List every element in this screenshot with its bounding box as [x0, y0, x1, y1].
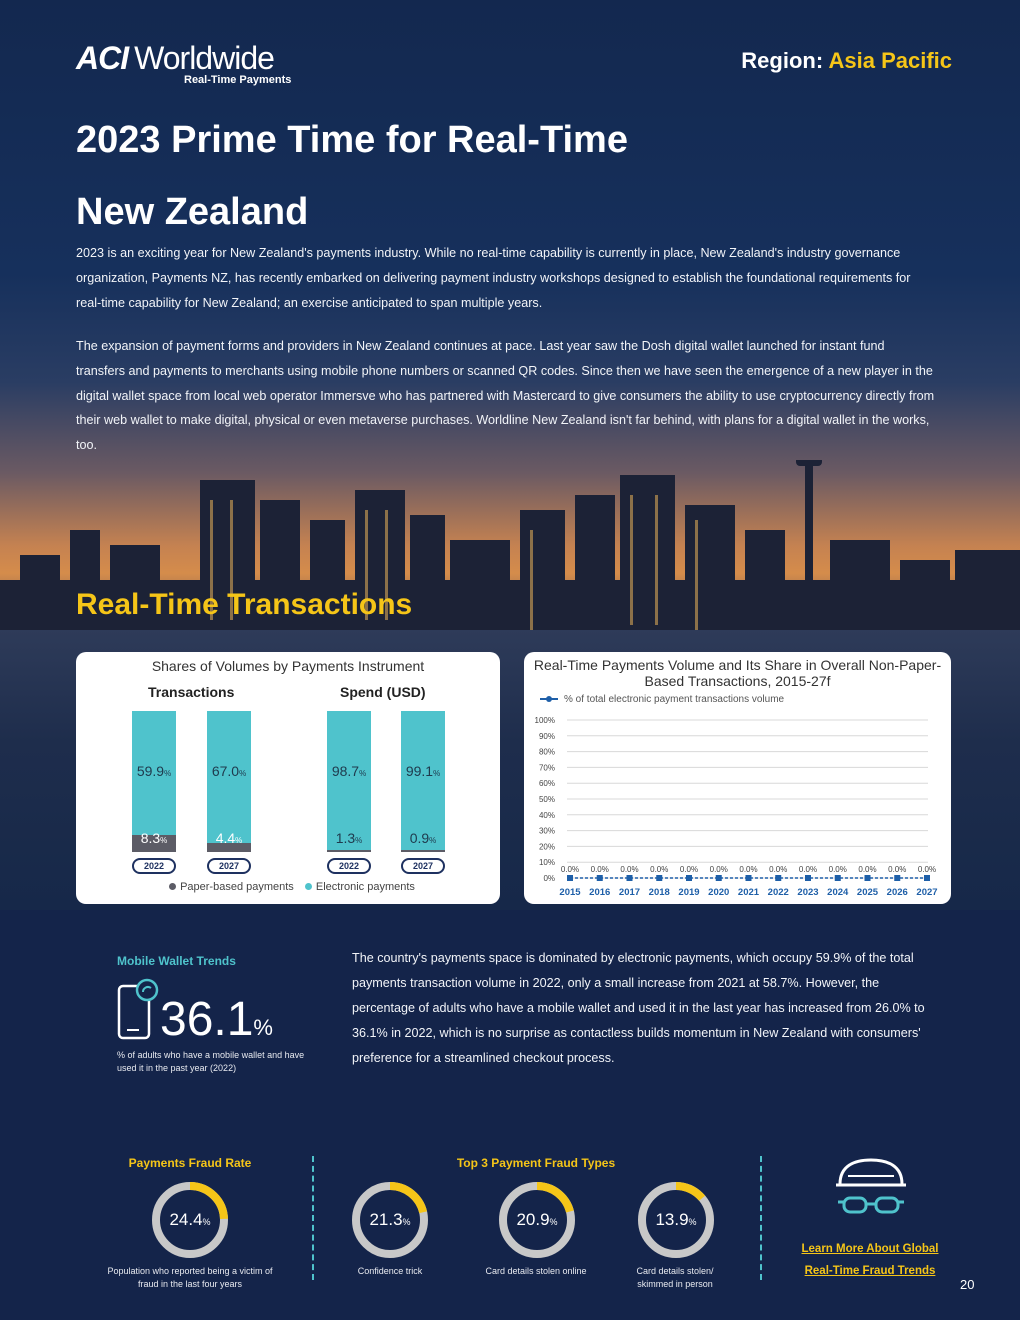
x-tick-2022: 2022: [767, 887, 789, 898]
label-paper-1: 4.4%: [215, 830, 243, 846]
y-tick-6: 60%: [538, 779, 555, 789]
mobile-wallet-unit: %: [253, 1015, 273, 1040]
point-2020: [716, 875, 722, 881]
learn-more-link[interactable]: [790, 1238, 950, 1282]
label-paper-2: 1.3%: [335, 830, 363, 846]
point-2015: [567, 875, 573, 881]
page-subtitle: New Zealand: [76, 191, 309, 233]
legend-paper: Paper-based payments: [180, 881, 294, 893]
legend-electronic: Electronic payments: [315, 881, 415, 893]
logo-aci: ACI: [76, 40, 129, 76]
x-tick-2021: 2021: [737, 887, 760, 898]
point-2018: [656, 875, 662, 881]
point-2016: [597, 875, 603, 881]
y-tick-3: 30%: [538, 826, 555, 836]
value-label-2025: 0.0%: [858, 865, 877, 874]
realtime-chart-card: [524, 652, 951, 904]
point-2027: [924, 875, 930, 881]
region-label: [741, 48, 952, 74]
value-label-2019: 0.0%: [679, 865, 699, 874]
realtime-legend: [540, 694, 784, 705]
realtime-legend-label: % of total electronic payment transactions volume: [564, 694, 785, 705]
y-tick-8: 80%: [538, 747, 555, 757]
year-label-0: 2022: [132, 858, 176, 874]
label-paper-3: 0.9%: [409, 830, 437, 846]
point-2025: [865, 875, 871, 881]
y-tick-7: 70%: [538, 763, 555, 773]
value-label-2017: 0.0%: [620, 865, 639, 874]
x-tick-2019: 2019: [678, 887, 700, 898]
mobile-phone-icon: [117, 976, 161, 1040]
value-label-2024: 0.0%: [828, 865, 847, 874]
bar-paper-2: [327, 850, 371, 852]
group-label-spend: Spend (USD): [340, 684, 426, 700]
point-2023: [805, 875, 811, 881]
donut-label-2: 20.9%: [516, 1210, 558, 1229]
x-tick-2024: 2024: [827, 887, 849, 898]
legend-dot-electronic: [305, 883, 312, 890]
value-label-2021: 0.0%: [739, 865, 758, 874]
legend-dot-paper: [169, 883, 176, 890]
bar-paper-3: [401, 850, 445, 852]
intro-paragraph-2: The expansion of payment forms and providers in New Zealand continues at pace. Last year saw the Dosh digital wallet launched for instant fund transfers and payments to merchants using mobile phone numbers or scanned QR codes. Since then we have seen the emergence of a new player in the digital wallet space from local web operator Immersve who has partnered with Mastercard to give consumers the ability to use cryptocurrency directly from their web wallet to make digital, physical or even metaverse purchases. Worldline New Zealand isn't far behind, with plans for a digital wallet in the works, too.: [76, 339, 935, 453]
y-tick-10: 100%: [534, 716, 555, 725]
logo-worldwide: Worldwide: [134, 40, 274, 76]
realtime-line-chart: [524, 652, 951, 904]
region-value: Asia Pacific: [828, 48, 952, 73]
point-2019: [686, 875, 692, 881]
learn-more-line2[interactable]: Real-Time Fraud Trends: [804, 1265, 936, 1277]
realtime-chart-title: Real-Time Payments Volume and Its Share in Overall Non-Paper-Based Transactions, 2015-27f: [533, 657, 942, 689]
fraud-caption-2: Confidence trick: [357, 1266, 423, 1276]
donut-label-3: 13.9%: [655, 1210, 697, 1229]
y-tick-4: 40%: [538, 810, 555, 820]
fraud-caption-4: Card details stolen/ skimmed in person: [636, 1266, 714, 1289]
fraud-rate-title: Payments Fraud Rate: [128, 1156, 252, 1170]
x-tick-2018: 2018: [648, 887, 670, 898]
y-tick-0: 0%: [543, 874, 555, 883]
fraud-caption-1: Population who reported being a victim of fraud in the last four years: [107, 1266, 273, 1289]
x-tick-2020: 2020: [708, 887, 730, 898]
divider-1: [312, 1156, 314, 1280]
point-2024: [835, 875, 841, 881]
x-tick-2016: 2016: [589, 887, 611, 898]
page-number: 20: [960, 1277, 975, 1292]
y-tick-2: 20%: [538, 842, 555, 852]
mobile-wallet-value: [160, 992, 273, 1056]
shares-chart-title: Shares of Volumes by Payments Instrument: [151, 658, 425, 674]
value-label-2023: 0.0%: [798, 865, 818, 874]
fraud-types-title: Top 3 Payment Fraud Types: [456, 1156, 616, 1170]
mobile-wallet-description: % of adults who have a mobile wallet and have used it in the past year (2022): [117, 1050, 305, 1073]
point-2021: [746, 875, 752, 881]
intro-paragraph-1: 2023 is an exciting year for New Zealand's payments industry. While no real-time capability is currently in place, New Zealand's industry governance organization, Payments NZ, has recently embarked on delivering payment industry workshops designed to establish the foundational requirements for real-time capability for New Zealand; an exercise anticipated to span multiple years.: [76, 246, 911, 310]
y-tick-9: 90%: [538, 731, 555, 741]
shares-legend: [76, 881, 500, 893]
donut-label-0: 24.4%: [169, 1210, 211, 1229]
value-label-2018: 0.0%: [650, 865, 669, 874]
section-title: Real-Time Transactions: [76, 588, 413, 621]
value-label-2027: 0.0%: [917, 865, 937, 874]
y-tick-1: 10%: [538, 858, 555, 868]
divider-2: [760, 1156, 762, 1280]
y-tick-5: 50%: [538, 795, 555, 804]
donut-label-1: 21.3%: [369, 1210, 411, 1229]
point-2026: [894, 875, 900, 881]
value-label-2016: 0.0%: [590, 865, 609, 874]
mobile-wallet-title: Mobile Wallet Trends: [117, 954, 236, 968]
shares-chart-card: [76, 652, 500, 904]
aci-logo: [76, 40, 292, 86]
point-2022: [775, 875, 781, 881]
mobile-wallet-number: 36.1: [160, 993, 254, 1046]
group-label-transactions: Transactions: [148, 684, 235, 700]
label-electronic-1: 67.0%: [211, 763, 247, 779]
region-prefix: Region:: [741, 48, 824, 73]
value-label-2026: 0.0%: [888, 865, 907, 874]
x-tick-2025: 2025: [856, 887, 879, 898]
learn-more-line1[interactable]: Learn More About Global: [801, 1243, 939, 1255]
value-label-2022: 0.0%: [769, 865, 788, 874]
mobile-wallet-text: The country's payments space is dominated by electronic payments, which occupy 59.9% of the total payments transaction volume in 2022, only a small increase from 2021 at 58.7%. However, the percentage of adults who have a mobile wallet and used it in the last year has increased from 26.0% to 36.1% in 2022, which is no surprise as contactless builds momentum in New Zealand with consumers' preference for a streamlined checkout process.: [352, 951, 925, 1065]
x-tick-2027: 2027: [916, 887, 938, 898]
x-tick-2023: 2023: [797, 887, 819, 898]
label-electronic-2: 98.7%: [331, 763, 367, 779]
fraud-caption-3: Card details stolen online: [485, 1266, 587, 1276]
label-electronic-3: 99.1%: [405, 763, 441, 779]
label-electronic-0: 59.9%: [136, 763, 172, 779]
year-label-2: 2022: [327, 858, 371, 874]
point-2017: [627, 875, 633, 881]
year-label-1: 2027: [207, 858, 251, 874]
year-label-3: 2027: [401, 858, 445, 874]
page-title: 2023 Prime Time for Real-Time: [76, 119, 628, 161]
logo-subtitle: Real-Time Payments: [184, 74, 292, 86]
label-paper-0: 8.3%: [140, 830, 168, 846]
x-tick-2015: 2015: [559, 887, 581, 898]
hacker-icon: [834, 1158, 908, 1220]
x-tick-2017: 2017: [618, 887, 641, 898]
x-tick-2026: 2026: [886, 887, 908, 898]
value-label-2015: 0.0%: [560, 865, 580, 874]
value-label-2020: 0.0%: [709, 865, 728, 874]
legend-line-marker: [540, 698, 558, 700]
